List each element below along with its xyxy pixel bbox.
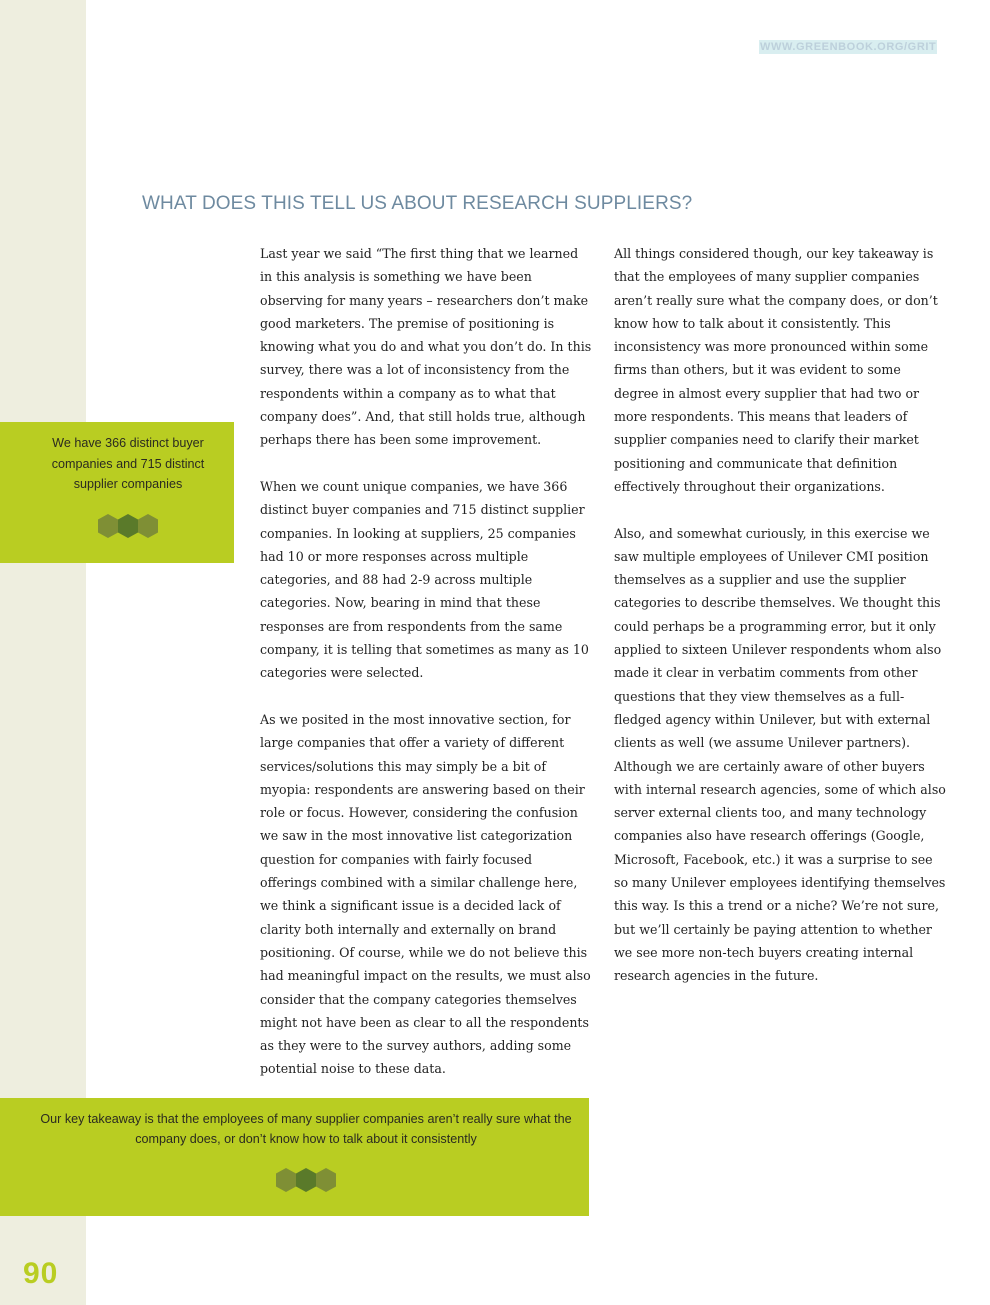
- callout-text: We have 366 distinct buyer companies and 715 distinct supplier companies: [51, 436, 205, 491]
- paragraph: All things considered though, our key takeaway is that the employees of many supplier companies aren’t really sure what the company does, or don’t know how to talk about it consistently. This inconsistency was more pronounced within some firms than others, but it was evident to some degree in almost every supplier that had two or more respondents. This means that leaders of supplier companies need to clarify their market positioning and communicate that definition effectively throughout their organizations.: [614, 246, 938, 494]
- pull-quote-callout: [0, 422, 234, 563]
- key-takeaway-callout: [0, 1098, 589, 1216]
- hexagon-cluster-icon: [97, 513, 159, 539]
- article-column-2: [614, 242, 946, 1011]
- paragraph: When we count unique companies, we have 366 distinct buyer companies and 715 distinct supplier companies. In looking at suppliers, 25 companies had 10 or more responses across multiple categories, and 88 had 2-9 across multiple categories. Now, bearing in mind that these responses are from respondents from the same company, it is telling that sometimes as many as 10 categories were selected.: [260, 478, 589, 681]
- article-column-1: [260, 242, 592, 1104]
- section-title: WHAT DOES THIS TELL US ABOUT RESEARCH SUPPLIERS?: [142, 193, 693, 214]
- hexagon-cluster-icon: [275, 1167, 337, 1193]
- paragraph: As we posited in the most innovative section, for large companies that offer a variety of different services/solutions this may simply be a bit of myopia: respondents are answering based on their role or focus. However, considering the confusion we saw in the most innovative list categorization question for companies with fairly focused offerings combined with a similar challenge here, we think a significant issue is a decided lack of clarity both internally and externally on brand positioning. Of course, while we do not believe this had meaningful impact on the results, we must also consider that the company categories themselves might not have been as clear to all the respondents as they were to the survey authors, adding some potential noise to these data.: [260, 711, 591, 1077]
- paragraph: Also, and somewhat curiously, in this exercise we saw multiple employees of Unilever CMI position themselves as a supplier and use the supplier categories to describe themselves. We thought this could perhaps be a programming error, but it only applied to sixteen Unilever respondents whom also made it clear in verbatim comments from other questions that they view themselves as a full-fledged agency within Unilever, but with external clients as well (we assume Unilever partners). Although we are certainly aware of other buyers with internal research agencies, some of which also server external clients too, and many technology companies also have research offerings (Google, Microsoft, Facebook, etc.) it was a surprise to see so many Unilever employees identifying themselves this way. Is this a trend or a niche? We’re not sure, but we’ll certainly be paying attention to whether we see more non-tech buyers creating internal research agencies in the future.: [614, 525, 946, 984]
- paragraph: Last year we said “The first thing that we learned in this analysis is something we have been observing for many years – researchers don’t make good marketers. The premise of positioning is knowing what you do and what you don’t do. In this survey, there was a lot of inconsistency from the respondents within a company as to what that company does”. And, that still holds true, although perhaps there has been some improvement.: [260, 246, 592, 448]
- callout-text: Our key takeaway is that the employees of many supplier companies aren’t really sure what the company does, or don’t know how to talk about it consistently: [40, 1112, 572, 1146]
- header-url[interactable]: WWW.GREENBOOK.ORG/GRIT: [760, 41, 937, 53]
- page-number: 90: [23, 1257, 59, 1290]
